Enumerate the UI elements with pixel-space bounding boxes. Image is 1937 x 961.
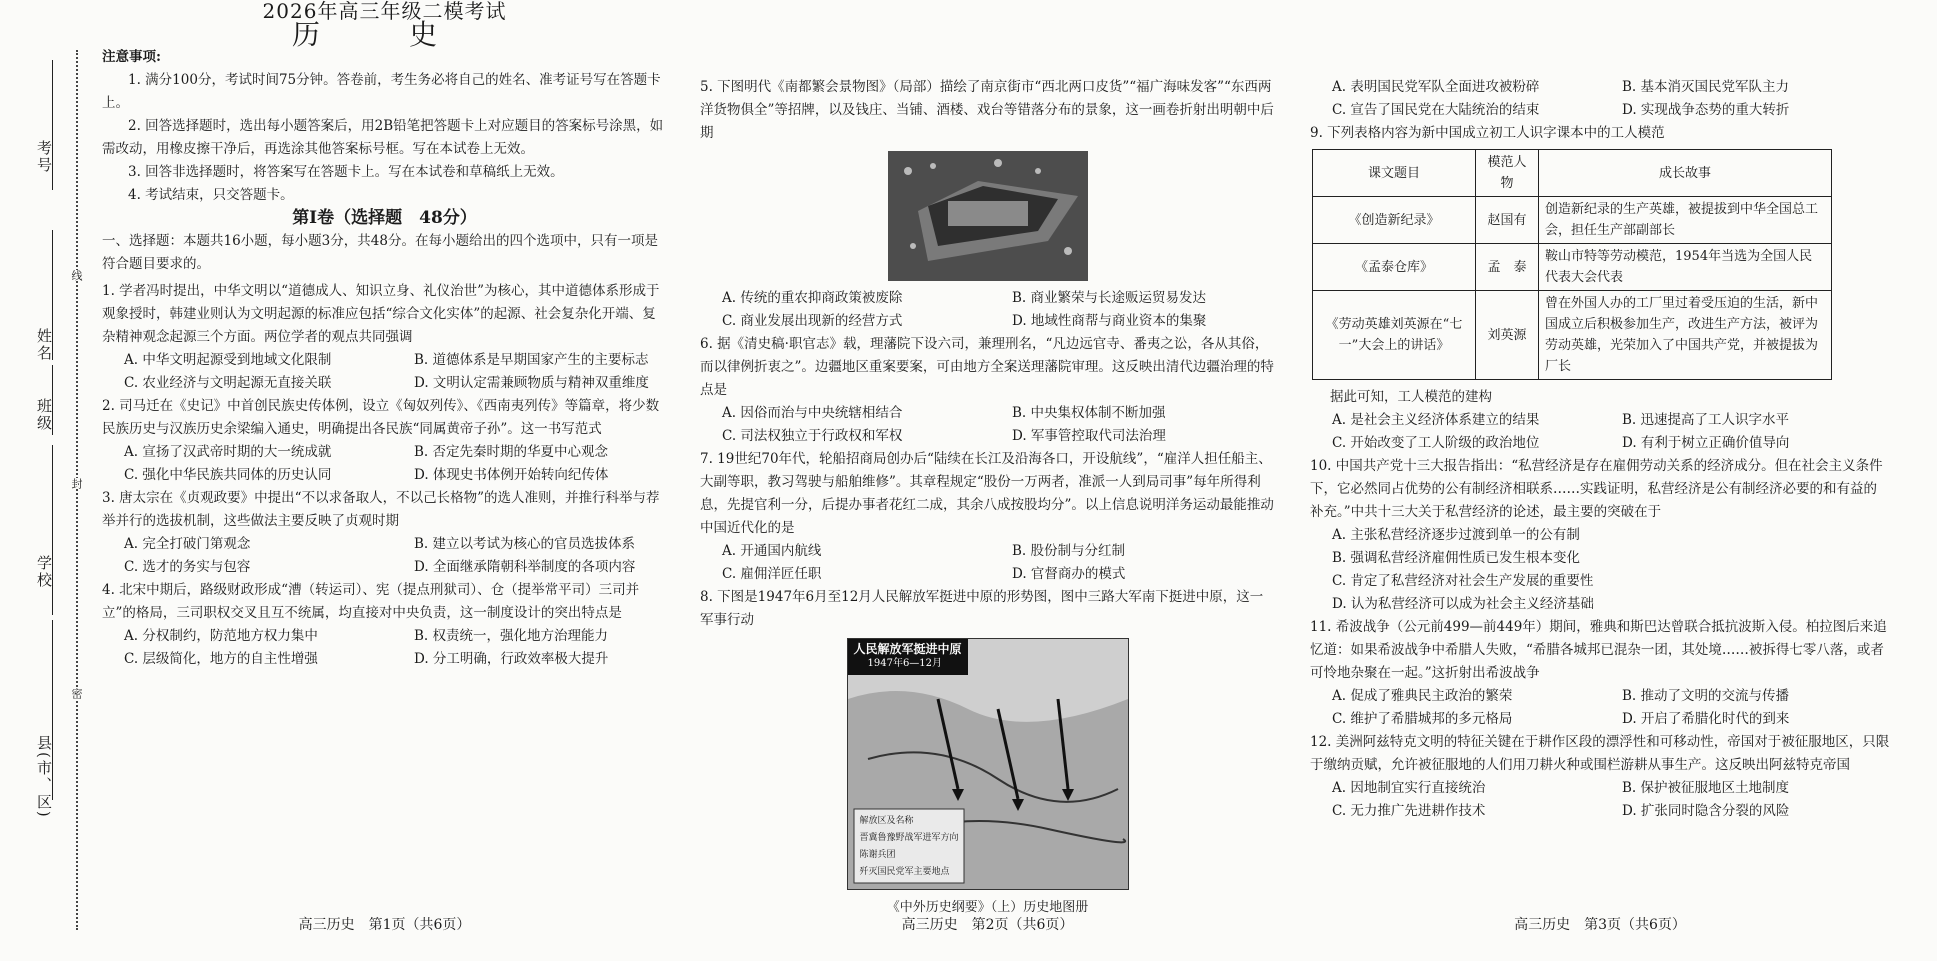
note-item: 4. 考试结束，只交答题卡。 xyxy=(128,187,294,203)
table-header-row xyxy=(1313,150,1832,197)
column-header: 模范人物 xyxy=(1476,150,1539,197)
option: B. 股份制与分红制 xyxy=(1012,543,1126,559)
option: C. 开始改变了工人阶级的政治地位 xyxy=(1332,435,1540,451)
note-item: 3. 回答非选择题时，将答案写在答题卡上。写在本试卷和草稿纸上无效。 xyxy=(128,164,564,180)
column-header: 成长故事 xyxy=(1539,150,1832,197)
question-12-options xyxy=(1310,777,1890,800)
table-cell: 曾在外国人办的工厂里过着受压迫的生活，新中国成立后积极参加生产，改进生产方法，被评为劳动英雄，光荣加入了中国共产党，并被提拔为厂长 xyxy=(1539,291,1832,380)
question-1-stem: 1. 学者冯时提出，中华文明以“道德成人、知识立身、礼仪治世”为核心，其中道德体系形成于观象授时，韩建业则认为文明起源的标准应包括“综合文化实体”的起源、社会复杂化开端、复杂精神观念起源三个方面。两位学者的观点共同强调 xyxy=(102,283,660,345)
legend-item: 晋冀鲁豫野战军进军方向 xyxy=(859,833,959,843)
option: A. 分权制约，防范地方权力集中 xyxy=(124,628,318,644)
option: D. 全面继承隋朝科举制度的各项内容 xyxy=(414,559,636,575)
option: C. 维护了希腊城邦的多元格局 xyxy=(1332,711,1513,727)
question-1-options xyxy=(102,372,667,395)
question-1-options xyxy=(102,349,667,372)
option: D. 地域性商帮与商业资本的集聚 xyxy=(1012,313,1207,329)
table-cell: 刘英源 xyxy=(1476,291,1539,380)
subject-title: 历 史 xyxy=(292,18,477,51)
option: A. 开通国内航线 xyxy=(722,543,822,559)
option: D. 文明认定需兼顾物质与精神双重维度 xyxy=(414,375,649,391)
option: D. 扩张同时隐含分裂的风险 xyxy=(1622,803,1790,819)
campaign-map xyxy=(847,638,1129,890)
option: B. 中央集权体制不断加强 xyxy=(1012,405,1166,421)
option: A. 中华文明起源受到地域文化限制 xyxy=(124,352,332,368)
table-cell: 《孟泰仓库》 xyxy=(1313,244,1476,291)
name-line xyxy=(52,230,53,360)
option: B. 否定先秦时期的华夏中心观念 xyxy=(414,444,609,460)
question-11-options xyxy=(1310,685,1890,708)
question-7-options xyxy=(700,540,1275,563)
question-8-options xyxy=(1310,76,1890,99)
option: D. 有利于树立正确价值导向 xyxy=(1622,435,1790,451)
page-1-footer: 高三历史 第1页（共6页） xyxy=(298,917,471,933)
table-row xyxy=(1313,197,1832,244)
table-cell: 《创造新纪录》 xyxy=(1313,197,1476,244)
class-label: 班级 xyxy=(35,398,53,432)
table-row xyxy=(1313,291,1832,380)
question-3-stem: 3. 唐太宗在《贞观政要》中提出“不以求备取人，不以己长格物”的选人准则，并推行科举与荐举并行的选拔机制，这些做法主要反映了贞观时期 xyxy=(102,490,660,529)
option: B. 保护被征服地区土地制度 xyxy=(1622,780,1790,796)
table-cell: 创造新纪录的生产英雄，被提拔到中华全国总工会，担任生产部副部长 xyxy=(1539,197,1832,244)
option: B. 建立以考试为核心的官员选拔体系 xyxy=(414,536,636,552)
line-mark: 线 xyxy=(70,270,83,281)
option: C. 司法权独立于行政权和军权 xyxy=(722,428,903,444)
school-label: 学校 xyxy=(35,555,53,589)
question-6-options xyxy=(700,425,1275,448)
option: A. 因地制宜实行直接统治 xyxy=(1332,780,1486,796)
table-row xyxy=(1313,244,1832,291)
exam-no-label: 考号 xyxy=(35,140,53,174)
county-line xyxy=(52,620,53,800)
question-11-stem: 11. 希波战争（公元前499—前449年）期间，雅典和斯巴达曾联合抵抗波斯入侵。柏拉图后来追忆道：如果希波战争中希腊人失败，“希腊各城邦已混杂一团，其处境……被拆得七零八落，或者可怜地杂聚在一起。”这折射出希波战争 xyxy=(1310,619,1887,681)
option: B. 强调私营经济雇佣性质已发生根本变化 xyxy=(1332,550,1581,566)
question-8-options xyxy=(1310,99,1890,122)
instruction-text: 一、选择题：本题共16小题，每小题3分，共48分。在每小题给出的四个选项中，只有一项是符合题目要求的。 xyxy=(102,233,658,272)
question-7-stem: 7. 19世纪70年代，轮船招商局创办后“陆续在长江及沿海各口，开设航线”，“雇洋人担任船主、大副等职，教习驾驶与船舶维修”。其章程规定“股份一万两者，准派一人到局司事”每年所得利息，先提官利一分，后提办事者花红二成，其余八成按股均分”。以上信息说明洋务运动最能推动中国近代化的是 xyxy=(700,451,1274,536)
option: B. 商业繁荣与长途贩运贸易发达 xyxy=(1012,290,1207,306)
option: C. 选才的务实与包容 xyxy=(124,559,251,575)
column-header: 课文题目 xyxy=(1313,150,1476,197)
page-2 xyxy=(700,0,1275,961)
option: A. 是社会主义经济体系建立的结果 xyxy=(1332,412,1540,428)
question-8-stem: 8. 下图是1947年6月至12月人民解放军挺进中原的形势图，图中三路大军南下挺进中原，这一军事行动 xyxy=(700,589,1264,628)
question-5-stem: 5. 下图明代《南都繁会景物图》（局部）描绘了南京街市“西北两口皮货”“福广海味发客”“东西两洋货物俱全”等招牌，以及钱庄、当铺、酒楼、戏台等错落分布的景象，这一画卷折射出明朝中后期 xyxy=(700,79,1274,141)
question-7-options xyxy=(700,563,1275,586)
question-4-options xyxy=(102,625,667,648)
binding-strip xyxy=(0,0,83,961)
map-date: 1947年6—12月 xyxy=(867,658,943,669)
option: B. 迅速提高了工人识字水平 xyxy=(1622,412,1790,428)
nandu-painting-image xyxy=(888,151,1088,281)
page-1 xyxy=(102,0,667,961)
option: D. 体现史书体例开始转向纪传体 xyxy=(414,467,609,483)
exam-title: 2026年高三年级二模考试 xyxy=(262,0,507,23)
option: C. 肯定了私营经济对社会生产发展的重要性 xyxy=(1332,573,1594,589)
name-label: 姓名 xyxy=(35,328,53,362)
map-title: 人民解放军挺进中原 xyxy=(853,642,962,656)
legend-item: 歼灭国民党军主要地点 xyxy=(859,867,950,877)
seal-mark: 封 xyxy=(70,478,83,489)
legend-item: 解放区及名称 xyxy=(859,816,914,826)
option: C. 宣告了国民党在大陆统治的结束 xyxy=(1332,102,1540,118)
exam-no-line xyxy=(52,60,53,190)
option: B. 推动了文明的交流与传播 xyxy=(1622,688,1790,704)
question-9-options xyxy=(1310,432,1890,455)
table-cell: 孟 泰 xyxy=(1476,244,1539,291)
option: B. 权责统一，强化地方治理能力 xyxy=(414,628,609,644)
option: B. 道德体系是早期国家产生的主要标志 xyxy=(414,352,649,368)
table-cell: 鞍山市特等劳动模范，1954年当选为全国人民代表大会代表 xyxy=(1539,244,1832,291)
secret-mark: 密 xyxy=(70,688,83,699)
option: D. 分工明确，行政效率极大提升 xyxy=(414,651,609,667)
option: D. 官督商办的模式 xyxy=(1012,566,1126,582)
question-3-options xyxy=(102,533,667,556)
notes-title: 注意事项: xyxy=(102,49,161,65)
option: D. 认为私营经济可以成为社会主义经济基础 xyxy=(1332,596,1594,612)
question-12-stem: 12. 美洲阿兹特克文明的特征关键在于耕作区段的漂浮性和可移动性，帝国对于被征服地区，只限于缴纳贡赋，允许被征服地的人们用刀耕火种或围栏游耕从事生产。这反映出阿兹特克帝国 xyxy=(1310,734,1890,773)
question-9-stem: 9. 下列表格内容为新中国成立初工人识字课本中的工人模范 xyxy=(1310,125,1665,141)
page-3-footer: 高三历史 第3页（共6页） xyxy=(1514,917,1686,933)
county-label: 县(市、区) xyxy=(35,735,53,819)
question-12-options xyxy=(1310,800,1890,823)
option: A. 宣扬了汉武帝时期的大一统成就 xyxy=(124,444,332,460)
page-3 xyxy=(1310,0,1890,961)
option: A. 促成了雅典民主政治的繁荣 xyxy=(1332,688,1513,704)
option: D. 军事管控取代司法治理 xyxy=(1012,428,1166,444)
binding-dotted-line xyxy=(76,50,78,930)
option: C. 层级简化，地方的自主性增强 xyxy=(124,651,318,667)
map-legend xyxy=(860,813,959,881)
option: D. 开启了希腊化时代的到来 xyxy=(1622,711,1790,727)
option: C. 无力推广先进耕作技术 xyxy=(1332,803,1486,819)
question-11-options xyxy=(1310,708,1890,731)
legend-item: 陈谢兵团 xyxy=(859,850,896,860)
option: B. 基本消灭国民党军队主力 xyxy=(1622,79,1790,95)
question-5-options xyxy=(700,310,1275,333)
question-6-options xyxy=(700,402,1275,425)
option: A. 主张私营经济逐步过渡到单一的公有制 xyxy=(1332,527,1580,543)
school-line xyxy=(52,445,53,615)
question-4-stem: 4. 北宋中期后，路级财政形成“漕（转运司）、宪（提点刑狱司）、仓（提举常平司）三司并立”的格局，三司职权交叉且互不统属，均直接对中央负责，这一制度设计的突出特点是 xyxy=(102,582,640,621)
note-item: 1. 满分100分，考试时间75分钟。答卷前，考生务必将自己的姓名、准考证号写在答题卡上。 xyxy=(102,72,661,111)
note-item: 2. 回答选择题时，选出每小题答案后，用2B铅笔把答题卡上对应题目的答案标号涂黑，如需改动，用橡皮擦干净后，再选涂其他答案标号框。写在本试卷上无效。 xyxy=(102,118,664,157)
class-line xyxy=(52,365,53,435)
option: A. 完全打破门第观念 xyxy=(124,536,251,552)
option: D. 实现战争态势的重大转折 xyxy=(1622,102,1790,118)
table-cell: 《劳动英雄刘英源在“七一”大会上的讲话》 xyxy=(1313,291,1476,380)
question-4-options xyxy=(102,648,667,671)
option: A. 表明国民党军队全面进攻被粉碎 xyxy=(1332,79,1540,95)
question-6-stem: 6. 据《清史稿·职官志》载，理藩院下设六司，兼理刑名，“凡边远官寺、番夷之讼，各从其俗，而以律例折衷之”。边疆地区重案要案，可由地方全案送理藩院审理。这反映出清代边疆治理的特点是 xyxy=(700,336,1274,398)
option: C. 雇佣洋匠任职 xyxy=(722,566,822,582)
option: A. 因俗而治与中央统辖相结合 xyxy=(722,405,903,421)
option: C. 农业经济与文明起源无直接关联 xyxy=(124,375,332,391)
question-9-options xyxy=(1310,409,1890,432)
table-cell: 赵国有 xyxy=(1476,197,1539,244)
question-5-options xyxy=(700,287,1275,310)
option: A. 传统的重农抑商政策被废除 xyxy=(722,290,903,306)
question-3-options xyxy=(102,556,667,579)
question-2-stem: 2. 司马迁在《史记》中首创民族史传体例，设立《匈奴列传》、《西南夷列传》等篇章，将少数民族历史与汉族历史余梁编入通史，明确提出各民族“同属黄帝子孙”。这一书写范式 xyxy=(102,398,660,437)
option: C. 商业发展出现新的经营方式 xyxy=(722,313,903,329)
question-9-after: 据此可知，工人模范的建构 xyxy=(1330,389,1492,405)
labor-model-table xyxy=(1312,149,1832,380)
question-2-options xyxy=(102,441,667,464)
option: C. 强化中华民族共同体的历史认同 xyxy=(124,467,332,483)
section-heading: 第Ⅰ卷（选择题 48分） xyxy=(292,208,477,228)
question-2-options xyxy=(102,464,667,487)
page-2-footer: 高三历史 第2页（共6页） xyxy=(901,917,1074,933)
map-caption: 《中外历史纲要》（上）历史地图册 xyxy=(886,900,1089,915)
question-10-stem: 10. 中国共产党十三大报告指出：“私营经济是存在雇佣劳动关系的经济成分。但在社会主义条件下，它必然同占优势的公有制经济相联系……实践证明，私营经济是公有制经济必要的和有益的补充。”中共十三大关于私营经济的论述，最主要的突破在于 xyxy=(1310,458,1883,520)
